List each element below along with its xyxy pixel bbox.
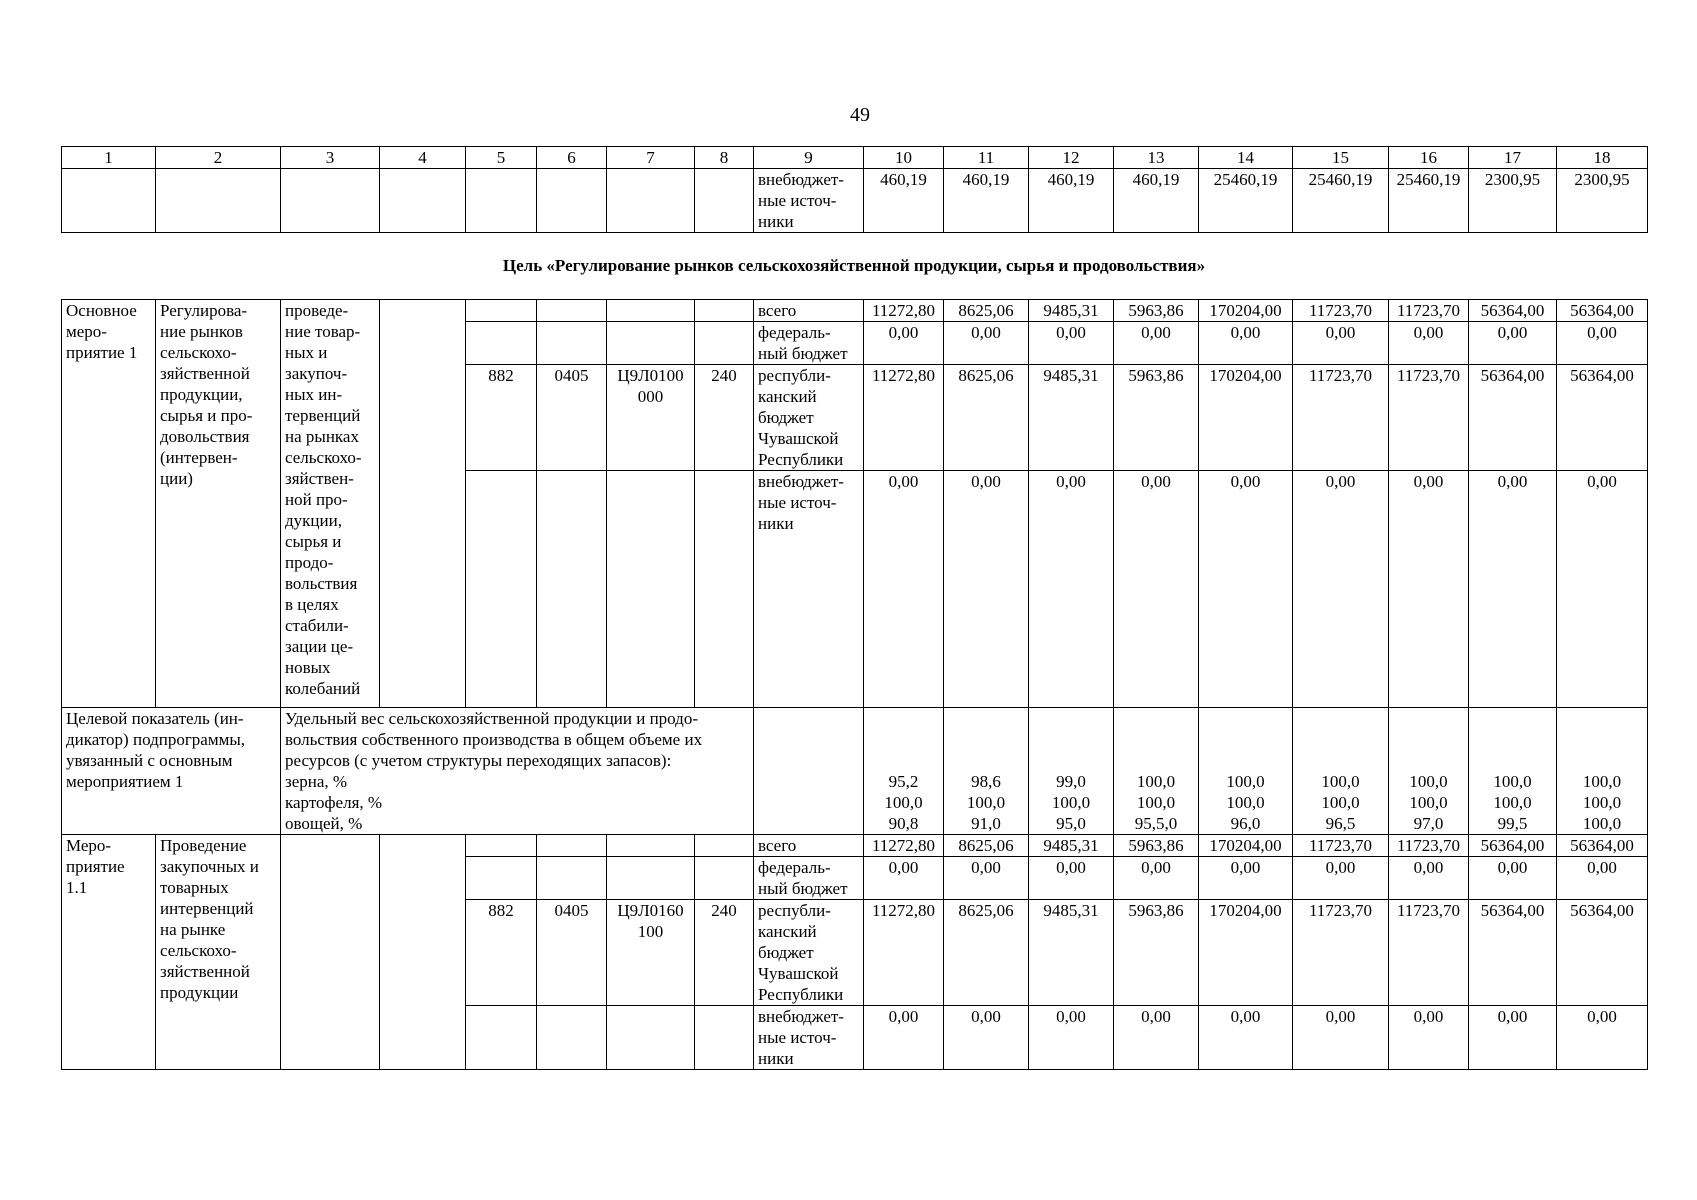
- amount-cell: 2300,95: [1469, 169, 1557, 233]
- indicator-values: 95,2 100,0 90,8: [864, 708, 944, 835]
- amount-cell: 0,00: [944, 471, 1029, 708]
- amount-cell: 8625,06: [944, 835, 1029, 857]
- amount-cell: 460,19: [1029, 169, 1114, 233]
- indicator-values: 100,0 100,0 99,5: [1469, 708, 1557, 835]
- amount-cell: 11723,70: [1389, 365, 1469, 471]
- amount-cell: 56364,00: [1557, 900, 1648, 1006]
- amount-cell: 0,00: [1293, 1006, 1389, 1070]
- amount-cell: 11272,80: [864, 300, 944, 322]
- amount-cell: 11723,70: [1389, 835, 1469, 857]
- amount-cell: 11723,70: [1293, 900, 1389, 1006]
- funding-source: всего: [754, 300, 864, 322]
- amount-cell: 0,00: [1029, 322, 1114, 365]
- amount-cell: 0,00: [1389, 1006, 1469, 1070]
- amount-cell: 0,00: [1557, 471, 1648, 708]
- col-number: 3: [281, 147, 380, 169]
- indicator-values: 100,0 100,0 100,0: [1557, 708, 1648, 835]
- vr-code: 240: [695, 900, 754, 1006]
- amount-cell: 0,00: [1557, 322, 1648, 365]
- amount-cell: 56364,00: [1557, 300, 1648, 322]
- amount-cell: 5963,86: [1114, 900, 1199, 1006]
- amount-cell: 11272,80: [864, 365, 944, 471]
- amount-cell: 0,00: [1199, 322, 1293, 365]
- amount-cell: 11723,70: [1389, 300, 1469, 322]
- amount-cell: 11723,70: [1293, 365, 1389, 471]
- amount-cell: 0,00: [1469, 857, 1557, 900]
- amount-cell: 0,00: [864, 471, 944, 708]
- amount-cell: 0,00: [1199, 1006, 1293, 1070]
- funding-source: федераль- ный бюджет: [754, 322, 864, 365]
- amount-cell: 0,00: [1557, 1006, 1648, 1070]
- amount-cell: 8625,06: [944, 365, 1029, 471]
- amount-cell: 56364,00: [1557, 365, 1648, 471]
- funding-source: республи- канский бюджет Чувашской Республики: [754, 365, 864, 471]
- amount-cell: 0,00: [1114, 1006, 1199, 1070]
- funding-source: внебюджет- ные источ- ники: [754, 1006, 864, 1070]
- col-number: 1: [62, 147, 156, 169]
- amount-cell: 0,00: [1293, 857, 1389, 900]
- amount-cell: 170204,00: [1199, 300, 1293, 322]
- activity-name: Проведение закупочных и товарных интервенций на рынке сельскохо- зяйственной продукции: [156, 835, 281, 1070]
- col-number: 16: [1389, 147, 1469, 169]
- col-number: 12: [1029, 147, 1114, 169]
- amount-cell: 9485,31: [1029, 835, 1114, 857]
- indicator-row: [62, 708, 1648, 835]
- grbs-code: 882: [466, 365, 537, 471]
- column-numbers-row: [62, 147, 1648, 169]
- amount-cell: 11723,70: [1293, 835, 1389, 857]
- amount-cell: 0,00: [1114, 857, 1199, 900]
- amount-cell: 0,00: [1469, 322, 1557, 365]
- amount-cell: 5963,86: [1114, 835, 1199, 857]
- col-number: 15: [1293, 147, 1389, 169]
- col-number: 11: [944, 147, 1029, 169]
- amount-cell: 56364,00: [1469, 300, 1557, 322]
- indicator-values: 100,0 100,0 96,5: [1293, 708, 1389, 835]
- amount-cell: 0,00: [1199, 857, 1293, 900]
- header-table: [61, 146, 1648, 233]
- amount-cell: 170204,00: [1199, 835, 1293, 857]
- amount-cell: 8625,06: [944, 300, 1029, 322]
- col-number: 10: [864, 147, 944, 169]
- funding-source: внебюджет- ные источ- ники: [754, 471, 864, 708]
- amount-cell: 0,00: [1114, 322, 1199, 365]
- amount-cell: 0,00: [1557, 857, 1648, 900]
- page-number: 49: [850, 104, 870, 126]
- amount-cell: 0,00: [1029, 857, 1114, 900]
- indicator-values: 100,0 100,0 97,0: [1389, 708, 1469, 835]
- funding-source: всего: [754, 835, 864, 857]
- activity-name: Регулирова- ние рынков сельскохо- зяйственной продукции, сырья и про- довольствия (интервен- ции): [156, 300, 281, 708]
- activity-1-1-row-total: [62, 835, 1648, 857]
- amount-cell: 8625,06: [944, 900, 1029, 1006]
- activity-status: Основное меро- приятие 1: [62, 300, 156, 708]
- amount-cell: 11272,80: [864, 835, 944, 857]
- continuation-row: [62, 169, 1648, 233]
- amount-cell: 0,00: [1029, 1006, 1114, 1070]
- amount-cell: 0,00: [1389, 322, 1469, 365]
- amount-cell: 0,00: [1469, 471, 1557, 708]
- col-number: 7: [607, 147, 695, 169]
- indicator-values: 99,0 100,0 95,0: [1029, 708, 1114, 835]
- col-number: 6: [537, 147, 607, 169]
- funding-source: федераль- ный бюджет: [754, 857, 864, 900]
- csr-code: Ц9Л0100 000: [607, 365, 695, 471]
- program-table: [61, 299, 1648, 1070]
- amount-cell: 0,00: [1199, 471, 1293, 708]
- amount-cell: 5963,86: [1114, 365, 1199, 471]
- amount-cell: 9485,31: [1029, 900, 1114, 1006]
- amount-cell: 460,19: [1114, 169, 1199, 233]
- amount-cell: 0,00: [1029, 471, 1114, 708]
- grbs-code: 882: [466, 900, 537, 1006]
- col-number: 13: [1114, 147, 1199, 169]
- activity-goal: проведе- ние товар- ных и закупоч- ных ин- тервенций на рынках сельскохо- зяйствен- ной про- дукции, сырья и продо- вольствия в целях стабили- зации це- новых колебаний: [281, 300, 380, 708]
- amount-cell: 460,19: [864, 169, 944, 233]
- amount-cell: 0,00: [1389, 471, 1469, 708]
- amount-cell: 460,19: [944, 169, 1029, 233]
- amount-cell: 2300,95: [1557, 169, 1648, 233]
- amount-cell: 56364,00: [1469, 900, 1557, 1006]
- indicator-label: Целевой показатель (ин- дикатор) подпрограммы, увязанный с основным мероприятием 1: [62, 708, 281, 835]
- col-number: 14: [1199, 147, 1293, 169]
- indicator-values: 100,0 100,0 96,0: [1199, 708, 1293, 835]
- indicator-text: Удельный вес сельскохозяйственной продукции и продо- вольствия собственного производства в общем объеме их ресурсов (с учетом структуры переходящих запасов): зерна, % картофеля, % овощей, %: [281, 708, 754, 835]
- amount-cell: 0,00: [1114, 471, 1199, 708]
- amount-cell: 0,00: [1293, 471, 1389, 708]
- col-number: 18: [1557, 147, 1648, 169]
- amount-cell: 0,00: [1389, 857, 1469, 900]
- amount-cell: 9485,31: [1029, 365, 1114, 471]
- indicator-values: 98,6 100,0 91,0: [944, 708, 1029, 835]
- rz-code: 0405: [537, 900, 607, 1006]
- amount-cell: 170204,00: [1199, 365, 1293, 471]
- col-number: 9: [754, 147, 864, 169]
- col-number: 2: [156, 147, 281, 169]
- amount-cell: 11723,70: [1389, 900, 1469, 1006]
- amount-cell: 0,00: [1293, 322, 1389, 365]
- amount-cell: 25460,19: [1389, 169, 1469, 233]
- col-number: 8: [695, 147, 754, 169]
- amount-cell: 56364,00: [1469, 835, 1557, 857]
- amount-cell: 0,00: [944, 857, 1029, 900]
- rz-code: 0405: [537, 365, 607, 471]
- funding-source: республи- канский бюджет Чувашской Республики: [754, 900, 864, 1006]
- amount-cell: 0,00: [864, 1006, 944, 1070]
- csr-code: Ц9Л0160 100: [607, 900, 695, 1006]
- indicator-values: 100,0 100,0 95,5,0: [1114, 708, 1199, 835]
- amount-cell: 5963,86: [1114, 300, 1199, 322]
- col-number: 17: [1469, 147, 1557, 169]
- amount-cell: 56364,00: [1557, 835, 1648, 857]
- vr-code: 240: [695, 365, 754, 471]
- amount-cell: 0,00: [864, 322, 944, 365]
- funding-source: внебюджет- ные источ- ники: [754, 169, 864, 233]
- activity-status: Меро- приятие 1.1: [62, 835, 156, 1070]
- amount-cell: 11723,70: [1293, 300, 1389, 322]
- amount-cell: 25460,19: [1293, 169, 1389, 233]
- amount-cell: 11272,80: [864, 900, 944, 1006]
- amount-cell: 170204,00: [1199, 900, 1293, 1006]
- amount-cell: 56364,00: [1469, 365, 1557, 471]
- amount-cell: 0,00: [944, 322, 1029, 365]
- amount-cell: 0,00: [1469, 1006, 1557, 1070]
- amount-cell: 0,00: [864, 857, 944, 900]
- amount-cell: 25460,19: [1199, 169, 1293, 233]
- goal-heading: Цель «Регулирование рынков сельскохозяйственной продукции, сырья и продовольствия»: [502, 256, 1206, 275]
- col-number: 5: [466, 147, 537, 169]
- main-activity-row-total: [62, 300, 1648, 322]
- col-number: 4: [380, 147, 466, 169]
- amount-cell: 9485,31: [1029, 300, 1114, 322]
- amount-cell: 0,00: [944, 1006, 1029, 1070]
